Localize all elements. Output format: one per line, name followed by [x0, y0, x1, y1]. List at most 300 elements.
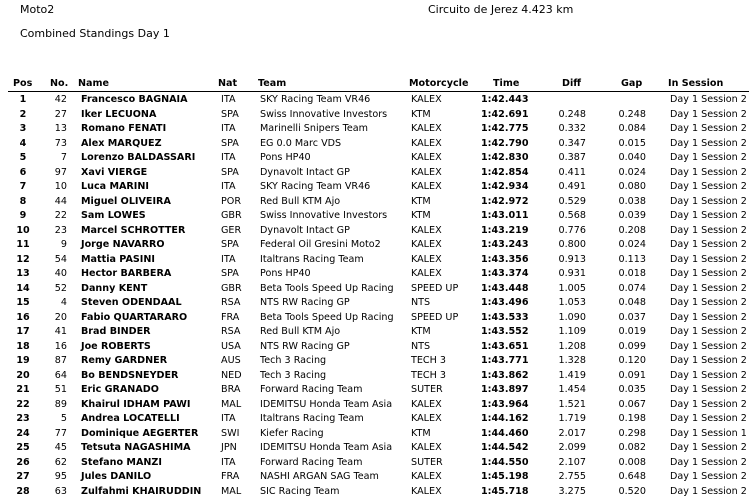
cell-rider-name: Xavi VIERGE — [81, 166, 147, 181]
cell-number: 40 — [48, 267, 67, 282]
column-header-nat: Nat — [218, 78, 237, 89]
cell-nationality: BRA — [221, 383, 240, 398]
cell-pos: 10 — [13, 224, 33, 239]
cell-nationality: SPA — [221, 137, 239, 152]
cell-gap: 0.082 — [606, 441, 646, 456]
cell-team: Swiss Innovative Investors — [260, 108, 387, 123]
cell-motorcycle: TECH 3 — [411, 354, 446, 369]
cell-number: 54 — [48, 253, 67, 268]
cell-pos: 23 — [13, 412, 33, 427]
cell-pos: 21 — [13, 383, 33, 398]
table-row — [0, 195, 749, 210]
cell-diff: 2.099 — [546, 441, 586, 456]
cell-motorcycle: KTM — [411, 325, 431, 340]
cell-lap-time: 1:44.550 — [481, 456, 529, 471]
cell-team: Federal Oil Gresini Moto2 — [260, 238, 381, 253]
table-row — [0, 470, 749, 485]
cell-pos: 4 — [13, 137, 33, 152]
cell-nationality: SPA — [221, 267, 239, 282]
cell-team: SKY Racing Team VR46 — [260, 93, 370, 108]
cell-lap-time: 1:43.011 — [481, 209, 529, 224]
cell-pos: 27 — [13, 470, 33, 485]
cell-rider-name: Dominique AEGERTER — [81, 427, 198, 442]
cell-number: 97 — [48, 166, 67, 181]
cell-lap-time: 1:42.443 — [481, 93, 529, 108]
cell-nationality: ITA — [221, 122, 236, 137]
column-header-no: No. — [50, 78, 68, 89]
standings-table — [0, 93, 749, 499]
cell-motorcycle: KALEX — [411, 441, 442, 456]
cell-lap-time: 1:43.897 — [481, 383, 529, 398]
table-row — [0, 253, 749, 268]
cell-gap: 0.520 — [606, 485, 646, 499]
cell-gap: 0.099 — [606, 340, 646, 355]
cell-gap: 0.008 — [606, 456, 646, 471]
cell-team: Red Bull KTM Ajo — [260, 325, 340, 340]
cell-diff: 0.800 — [546, 238, 586, 253]
cell-rider-name: Iker LECUONA — [81, 108, 156, 123]
cell-motorcycle: SPEED UP — [411, 282, 458, 297]
table-row — [0, 224, 749, 239]
cell-session: Day 1 Session 2 — [670, 311, 747, 326]
cell-lap-time: 1:44.542 — [481, 441, 529, 456]
table-row — [0, 108, 749, 123]
column-header-motorcycle: Motorcycle — [409, 78, 468, 89]
cell-pos: 5 — [13, 151, 33, 166]
cell-diff: 2.755 — [546, 470, 586, 485]
table-row — [0, 151, 749, 166]
cell-number: 20 — [48, 311, 67, 326]
cell-gap: 0.039 — [606, 209, 646, 224]
cell-number: 52 — [48, 282, 67, 297]
cell-session: Day 1 Session 2 — [670, 456, 747, 471]
cell-diff: 0.248 — [546, 108, 586, 123]
cell-motorcycle: KTM — [411, 108, 431, 123]
cell-gap: 0.024 — [606, 238, 646, 253]
cell-rider-name: Marcel SCHROTTER — [81, 224, 185, 239]
cell-team: IDEMITSU Honda Team Asia — [260, 398, 392, 413]
cell-number: 64 — [48, 369, 67, 384]
cell-rider-name: Sam LOWES — [81, 209, 146, 224]
cell-session: Day 1 Session 2 — [670, 151, 747, 166]
cell-motorcycle: KTM — [411, 195, 431, 210]
cell-lap-time: 1:43.496 — [481, 296, 529, 311]
cell-motorcycle: KALEX — [411, 485, 442, 499]
cell-rider-name: Khairul IDHAM PAWI — [81, 398, 190, 413]
cell-motorcycle: KALEX — [411, 253, 442, 268]
cell-nationality: AUS — [221, 354, 241, 369]
cell-diff: 0.491 — [546, 180, 586, 195]
cell-session: Day 1 Session 2 — [670, 383, 747, 398]
cell-motorcycle: SUTER — [411, 456, 443, 471]
cell-session: Day 1 Session 2 — [670, 354, 747, 369]
cell-rider-name: Tetsuta NAGASHIMA — [81, 441, 191, 456]
cell-motorcycle: KALEX — [411, 470, 442, 485]
circuit-title: Circuito de Jerez 4.423 km — [428, 3, 573, 16]
cell-nationality: ITA — [221, 93, 236, 108]
cell-motorcycle: KALEX — [411, 180, 442, 195]
column-header-team: Team — [258, 78, 286, 89]
cell-lap-time: 1:42.934 — [481, 180, 529, 195]
cell-pos: 3 — [13, 122, 33, 137]
cell-rider-name: Eric GRANADO — [81, 383, 159, 398]
cell-gap: 0.040 — [606, 151, 646, 166]
cell-gap: 0.024 — [606, 166, 646, 181]
cell-motorcycle: KALEX — [411, 267, 442, 282]
cell-diff: 1.005 — [546, 282, 586, 297]
cell-team: Swiss Innovative Investors — [260, 209, 387, 224]
cell-gap: 0.019 — [606, 325, 646, 340]
cell-gap: 0.248 — [606, 108, 646, 123]
cell-lap-time: 1:43.356 — [481, 253, 529, 268]
cell-rider-name: Miguel OLIVEIRA — [81, 195, 171, 210]
cell-diff: 1.719 — [546, 412, 586, 427]
cell-number: 73 — [48, 137, 67, 152]
cell-diff: 0.332 — [546, 122, 586, 137]
cell-lap-time: 1:42.691 — [481, 108, 529, 123]
cell-rider-name: Hector BARBERA — [81, 267, 171, 282]
column-header-name: Name — [78, 78, 109, 89]
cell-motorcycle: KALEX — [411, 137, 442, 152]
cell-pos: 16 — [13, 311, 33, 326]
cell-number: 42 — [48, 93, 67, 108]
cell-session: Day 1 Session 2 — [670, 325, 747, 340]
cell-session: Day 1 Session 2 — [670, 209, 747, 224]
cell-motorcycle: NTS — [411, 296, 430, 311]
cell-lap-time: 1:44.460 — [481, 427, 529, 442]
cell-nationality: ITA — [221, 456, 236, 471]
cell-team: NTS RW Racing GP — [260, 296, 350, 311]
cell-pos: 17 — [13, 325, 33, 340]
cell-number: 16 — [48, 340, 67, 355]
cell-nationality: FRA — [221, 311, 239, 326]
cell-team: Italtrans Racing Team — [260, 253, 364, 268]
table-row — [0, 340, 749, 355]
cell-team: Dynavolt Intact GP — [260, 224, 350, 239]
cell-nationality: SPA — [221, 238, 239, 253]
cell-nationality: RSA — [221, 325, 241, 340]
cell-lap-time: 1:43.219 — [481, 224, 529, 239]
cell-rider-name: Brad BINDER — [81, 325, 151, 340]
cell-number: 10 — [48, 180, 67, 195]
cell-motorcycle: KTM — [411, 427, 431, 442]
cell-lap-time: 1:42.854 — [481, 166, 529, 181]
cell-session: Day 1 Session 2 — [670, 238, 747, 253]
cell-gap: 0.648 — [606, 470, 646, 485]
cell-rider-name: Luca MARINI — [81, 180, 149, 195]
cell-motorcycle: KALEX — [411, 93, 442, 108]
cell-diff: 1.090 — [546, 311, 586, 326]
cell-session: Day 1 Session 2 — [670, 122, 747, 137]
cell-rider-name: Joe ROBERTS — [81, 340, 151, 355]
cell-session: Day 1 Session 2 — [670, 485, 747, 499]
cell-number: 5 — [48, 412, 67, 427]
cell-gap: 0.298 — [606, 427, 646, 442]
cell-gap: 0.048 — [606, 296, 646, 311]
cell-nationality: USA — [221, 340, 241, 355]
table-row — [0, 354, 749, 369]
cell-lap-time: 1:43.533 — [481, 311, 529, 326]
cell-lap-time: 1:42.790 — [481, 137, 529, 152]
cell-lap-time: 1:43.964 — [481, 398, 529, 413]
cell-nationality: NED — [221, 369, 242, 384]
cell-rider-name: Mattia PASINI — [81, 253, 155, 268]
cell-diff: 0.347 — [546, 137, 586, 152]
cell-nationality: ITA — [221, 412, 236, 427]
cell-pos: 8 — [13, 195, 33, 210]
cell-number: 44 — [48, 195, 67, 210]
cell-pos: 24 — [13, 427, 33, 442]
cell-nationality: MAL — [221, 398, 241, 413]
cell-lap-time: 1:43.771 — [481, 354, 529, 369]
cell-diff: 0.568 — [546, 209, 586, 224]
table-row — [0, 93, 749, 108]
cell-nationality: POR — [221, 195, 241, 210]
cell-session: Day 1 Session 2 — [670, 398, 747, 413]
cell-number: 22 — [48, 209, 67, 224]
cell-session: Day 1 Session 2 — [670, 253, 747, 268]
cell-pos: 19 — [13, 354, 33, 369]
cell-session: Day 1 Session 2 — [670, 93, 747, 108]
cell-team: Tech 3 Racing — [260, 369, 326, 384]
cell-session: Day 1 Session 2 — [670, 195, 747, 210]
cell-rider-name: Romano FENATI — [81, 122, 166, 137]
cell-nationality: ITA — [221, 253, 236, 268]
cell-nationality: SPA — [221, 108, 239, 123]
cell-diff: 0.913 — [546, 253, 586, 268]
cell-session: Day 1 Session 2 — [670, 267, 747, 282]
table-row — [0, 311, 749, 326]
cell-session: Day 1 Session 2 — [670, 470, 747, 485]
cell-gap: 0.113 — [606, 253, 646, 268]
column-header-diff: Diff — [562, 78, 581, 89]
cell-pos: 9 — [13, 209, 33, 224]
cell-pos: 28 — [13, 485, 33, 499]
cell-team: SKY Racing Team VR46 — [260, 180, 370, 195]
table-row — [0, 398, 749, 413]
cell-number: 4 — [48, 296, 67, 311]
cell-motorcycle: KALEX — [411, 398, 442, 413]
cell-diff: 0.387 — [546, 151, 586, 166]
cell-nationality: GBR — [221, 282, 242, 297]
cell-pos: 22 — [13, 398, 33, 413]
cell-lap-time: 1:42.972 — [481, 195, 529, 210]
cell-number: 45 — [48, 441, 67, 456]
cell-diff: 2.107 — [546, 456, 586, 471]
table-row — [0, 137, 749, 152]
cell-pos: 11 — [13, 238, 33, 253]
cell-nationality: SPA — [221, 166, 239, 181]
cell-number: 7 — [48, 151, 67, 166]
cell-session: Day 1 Session 2 — [670, 137, 747, 152]
cell-team: NASHI ARGAN SAG Team — [260, 470, 379, 485]
cell-pos: 2 — [13, 108, 33, 123]
cell-rider-name: Alex MARQUEZ — [81, 137, 162, 152]
cell-rider-name: Fabio QUARTARARO — [81, 311, 187, 326]
cell-gap: 0.074 — [606, 282, 646, 297]
cell-diff: 1.109 — [546, 325, 586, 340]
column-header-time: Time — [493, 78, 519, 89]
cell-session: Day 1 Session 2 — [670, 166, 747, 181]
cell-number: 87 — [48, 354, 67, 369]
cell-session: Day 1 Session 2 — [670, 340, 747, 355]
cell-diff: 0.411 — [546, 166, 586, 181]
cell-motorcycle: KALEX — [411, 166, 442, 181]
cell-session: Day 1 Session 2 — [670, 296, 747, 311]
cell-pos: 25 — [13, 441, 33, 456]
cell-gap: 0.084 — [606, 122, 646, 137]
cell-lap-time: 1:43.651 — [481, 340, 529, 355]
cell-diff: 1.419 — [546, 369, 586, 384]
cell-team: Beta Tools Speed Up Racing — [260, 282, 394, 297]
cell-nationality: ITA — [221, 180, 236, 195]
header-divider — [8, 91, 749, 92]
cell-session: Day 1 Session 2 — [670, 180, 747, 195]
table-row — [0, 412, 749, 427]
cell-team: EG 0.0 Marc VDS — [260, 137, 341, 152]
cell-diff: 1.454 — [546, 383, 586, 398]
table-row — [0, 267, 749, 282]
cell-motorcycle: KALEX — [411, 412, 442, 427]
cell-team: Beta Tools Speed Up Racing — [260, 311, 394, 326]
cell-motorcycle: NTS — [411, 340, 430, 355]
cell-session: Day 1 Session 2 — [670, 412, 747, 427]
cell-gap: 0.067 — [606, 398, 646, 413]
cell-number: 89 — [48, 398, 67, 413]
cell-team: Pons HP40 — [260, 151, 311, 166]
table-row — [0, 369, 749, 384]
column-header-pos: Pos — [13, 78, 32, 89]
cell-diff: 1.053 — [546, 296, 586, 311]
column-header-in-session: In Session — [668, 78, 723, 89]
cell-number: 77 — [48, 427, 67, 442]
cell-number: 23 — [48, 224, 67, 239]
cell-team: SIC Racing Team — [260, 485, 340, 499]
cell-team: Marinelli Snipers Team — [260, 122, 368, 137]
cell-lap-time: 1:43.448 — [481, 282, 529, 297]
cell-lap-time: 1:42.830 — [481, 151, 529, 166]
cell-diff: 2.017 — [546, 427, 586, 442]
cell-nationality: FRA — [221, 470, 239, 485]
cell-pos: 18 — [13, 340, 33, 355]
table-row — [0, 456, 749, 471]
cell-motorcycle: TECH 3 — [411, 369, 446, 384]
cell-diff: 3.275 — [546, 485, 586, 499]
table-row — [0, 427, 749, 442]
cell-rider-name: Stefano MANZI — [81, 456, 162, 471]
cell-pos: 12 — [13, 253, 33, 268]
cell-number: 63 — [48, 485, 67, 499]
cell-session: Day 1 Session 2 — [670, 369, 747, 384]
table-row — [0, 325, 749, 340]
cell-nationality: JPN — [221, 441, 237, 456]
cell-gap: 0.035 — [606, 383, 646, 398]
cell-diff: 1.328 — [546, 354, 586, 369]
cell-team: Italtrans Racing Team — [260, 412, 364, 427]
cell-rider-name: Jorge NAVARRO — [81, 238, 165, 253]
cell-motorcycle: KALEX — [411, 238, 442, 253]
cell-lap-time: 1:43.243 — [481, 238, 529, 253]
cell-session: Day 1 Session 1 — [670, 427, 747, 442]
table-row — [0, 180, 749, 195]
cell-rider-name: Zulfahmi KHAIRUDDIN — [81, 485, 201, 499]
table-row — [0, 282, 749, 297]
cell-lap-time: 1:44.162 — [481, 412, 529, 427]
cell-rider-name: Andrea LOCATELLI — [81, 412, 180, 427]
table-row — [0, 122, 749, 137]
cell-pos: 26 — [13, 456, 33, 471]
cell-motorcycle: KTM — [411, 209, 431, 224]
cell-gap: 0.080 — [606, 180, 646, 195]
cell-lap-time: 1:43.862 — [481, 369, 529, 384]
table-row — [0, 485, 749, 499]
cell-pos: 6 — [13, 166, 33, 181]
cell-nationality: ITA — [221, 151, 236, 166]
cell-gap: 0.018 — [606, 267, 646, 282]
cell-pos: 1 — [13, 93, 33, 108]
series-title: Moto2 — [20, 3, 54, 16]
cell-team: Kiefer Racing — [260, 427, 324, 442]
cell-nationality: GER — [221, 224, 241, 239]
cell-motorcycle: KALEX — [411, 224, 442, 239]
cell-gap: 0.198 — [606, 412, 646, 427]
cell-nationality: MAL — [221, 485, 241, 499]
cell-number: 95 — [48, 470, 67, 485]
cell-motorcycle: KALEX — [411, 151, 442, 166]
cell-motorcycle: SPEED UP — [411, 311, 458, 326]
cell-number: 51 — [48, 383, 67, 398]
table-row — [0, 383, 749, 398]
cell-number: 9 — [48, 238, 67, 253]
cell-lap-time: 1:45.718 — [481, 485, 529, 499]
cell-lap-time: 1:45.198 — [481, 470, 529, 485]
cell-pos: 7 — [13, 180, 33, 195]
cell-session: Day 1 Session 2 — [670, 108, 747, 123]
table-row — [0, 296, 749, 311]
cell-pos: 20 — [13, 369, 33, 384]
cell-diff: 1.208 — [546, 340, 586, 355]
cell-lap-time: 1:43.552 — [481, 325, 529, 340]
cell-gap: 0.015 — [606, 137, 646, 152]
cell-team: Tech 3 Racing — [260, 354, 326, 369]
cell-lap-time: 1:42.775 — [481, 122, 529, 137]
cell-number: 13 — [48, 122, 67, 137]
cell-motorcycle: SUTER — [411, 383, 443, 398]
column-header-gap: Gap — [621, 78, 642, 89]
cell-team: Dynavolt Intact GP — [260, 166, 350, 181]
cell-rider-name: Bo BENDSNEYDER — [81, 369, 178, 384]
cell-number: 41 — [48, 325, 67, 340]
cell-gap: 0.037 — [606, 311, 646, 326]
cell-team: IDEMITSU Honda Team Asia — [260, 441, 392, 456]
cell-session: Day 1 Session 2 — [670, 441, 747, 456]
cell-diff: 0.931 — [546, 267, 586, 282]
cell-team: Forward Racing Team — [260, 383, 362, 398]
cell-team: NTS RW Racing GP — [260, 340, 350, 355]
cell-team: Forward Racing Team — [260, 456, 362, 471]
cell-session: Day 1 Session 2 — [670, 224, 747, 239]
table-row — [0, 441, 749, 456]
cell-rider-name: Francesco BAGNAIA — [81, 93, 188, 108]
cell-session: Day 1 Session 2 — [670, 282, 747, 297]
cell-rider-name: Steven ODENDAAL — [81, 296, 182, 311]
cell-team: Red Bull KTM Ajo — [260, 195, 340, 210]
cell-pos: 13 — [13, 267, 33, 282]
cell-nationality: SWI — [221, 427, 239, 442]
cell-diff: 0.529 — [546, 195, 586, 210]
cell-gap: 0.091 — [606, 369, 646, 384]
cell-rider-name: Lorenzo BALDASSARI — [81, 151, 195, 166]
